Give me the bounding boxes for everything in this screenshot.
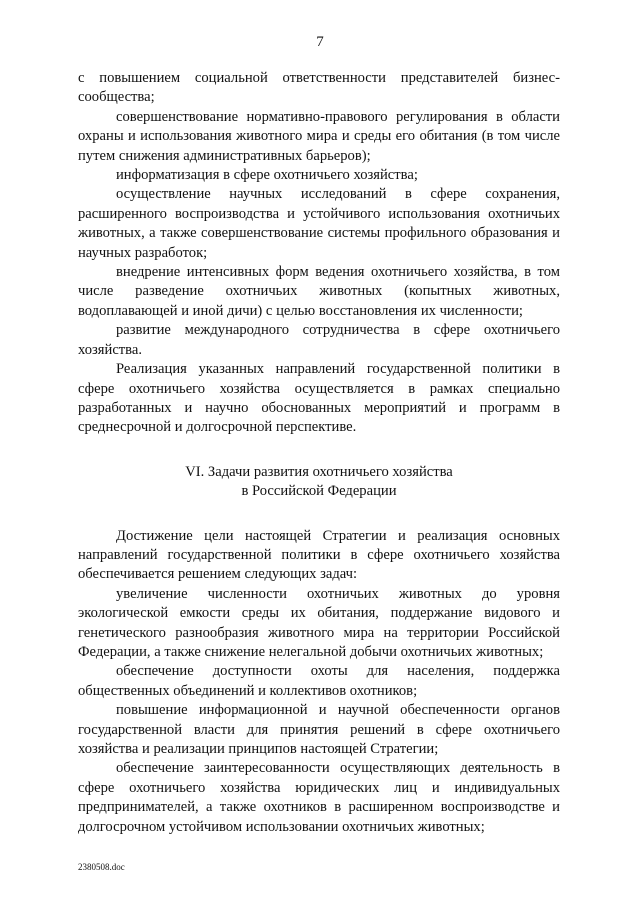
- section-heading-line: VI. Задачи развития охотничьего хозяйства: [185, 463, 453, 480]
- paragraph: с повышением социальной ответственности представителей бизнес-сообщества;: [78, 70, 560, 106]
- paragraph: Реализация указанных направлений государственной политики в сфере охотничьего хозяйства осуществляется в рамках специально разработанных и научно обоснованных мероприятий и программ в среднесрочной и долгосрочной перспективе.: [78, 361, 560, 436]
- spacer: [78, 502, 560, 527]
- paragraph: информатизация в сфере охотничьего хозяйства;: [116, 167, 418, 184]
- paragraph: развитие международного сотрудничества в сфере охотничьего хозяйства.: [78, 322, 560, 358]
- paragraph: Достижение цели настоящей Стратегии и реализация основных направлений государственной политики в сфере охотничьего хозяйства обеспечивается решением следующих задач:: [78, 527, 560, 583]
- page-number: 7: [316, 34, 324, 50]
- section-heading-line: в Российской Федерации: [241, 483, 397, 500]
- paragraph: обеспечение заинтересованности осуществляющих деятельность в сфере охотничьего хозяйства юридических лиц и индивидуальных предпринимателей, а также охотников в расширенном воспроизводстве и долгосрочном устойчивом использовании охотничьих животных;: [78, 760, 560, 835]
- paragraph: обеспечение доступности охоты для населения, поддержка общественных объединений и коллективов охотников;: [78, 663, 560, 699]
- paragraph: совершенствование нормативно-правового регулирования в области охраны и использования животного мира и среды его обитания (в том числе путем снижения административных барьеров);: [78, 108, 560, 164]
- paragraph: увеличение численности охотничьих животных до уровня экологической емкости среды их обитания, поддержание видового и генетического разнообразия животного мира на территории Российской Федерации, а также снижение нелегальной добычи охотничьих животных;: [78, 585, 560, 660]
- paragraph: осуществление научных исследований в сфере сохранения, расширенного воспроизводства и устойчивого использования охотничьих животных, а также совершенствование системы профильного образования и научных разработок;: [78, 186, 560, 261]
- paragraph: повышение информационной и научной обеспеченности органов государственной власти для принятия решений в сфере охотничьего хозяйства и реализации принципов настоящей Стратегии;: [78, 702, 560, 757]
- section-heading: [78, 463, 560, 502]
- paragraph: внедрение интенсивных форм ведения охотничьего хозяйства, в том числе разведение охотничьих животных (копытных животных, водоплавающей и иной дичи) с целью восстановления их численности;: [78, 264, 560, 319]
- document-body: [78, 69, 560, 837]
- document-filename: 2380508.doc: [78, 862, 125, 872]
